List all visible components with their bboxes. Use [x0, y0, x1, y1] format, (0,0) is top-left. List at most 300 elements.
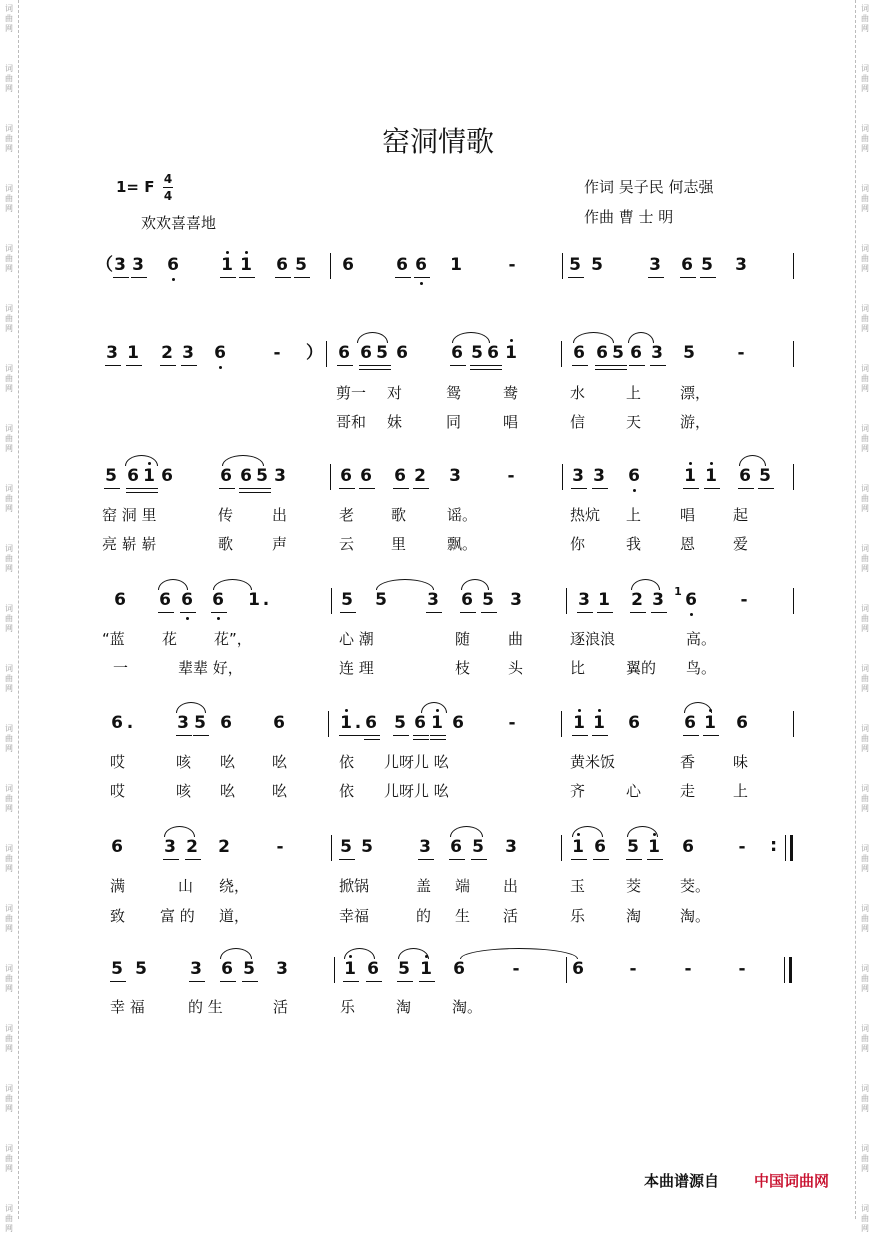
- lyric-syllable: 翼的: [626, 659, 657, 677]
- note: 5: [569, 255, 581, 275]
- underline: [189, 981, 205, 982]
- watermark-text: 词 曲 网: [861, 64, 869, 93]
- slur: [739, 455, 766, 466]
- underline: [647, 859, 663, 860]
- low-dot: [633, 489, 636, 492]
- underline: [571, 488, 587, 489]
- note: 6: [127, 466, 139, 486]
- barline: [331, 588, 332, 614]
- note: 3: [593, 466, 605, 486]
- high-dot: [578, 709, 581, 712]
- barline: [793, 253, 794, 279]
- lyric-line: [0, 504, 876, 526]
- lyric-syllable: 窑 洞 里: [102, 506, 157, 524]
- slur: [573, 332, 614, 343]
- lyric-syllable: 上: [733, 782, 749, 800]
- lyric-syllable: 端: [455, 877, 471, 895]
- lyric-syllable: 老: [339, 506, 355, 524]
- note: 6: [212, 590, 224, 610]
- lyric-syllable: 茭。: [680, 877, 711, 895]
- lyric-syllable: 热炕: [570, 506, 601, 524]
- barline: [784, 957, 785, 983]
- watermark-text: 词 曲 网: [5, 1144, 13, 1173]
- note: 6: [396, 255, 408, 275]
- note: 1: [684, 466, 696, 486]
- underline: [220, 981, 236, 982]
- staff-line: [0, 713, 876, 753]
- watermark-text: 词 曲 网: [861, 544, 869, 573]
- watermark-text: 词 曲 网: [5, 184, 13, 213]
- note: 6: [681, 255, 693, 275]
- underline: [419, 981, 435, 982]
- underline: [568, 277, 584, 278]
- slur: [461, 579, 489, 590]
- underline: [413, 735, 429, 736]
- note: 5: [376, 343, 388, 363]
- underline: [366, 981, 382, 982]
- underline: [359, 369, 375, 370]
- watermark-text: 词 曲 网: [5, 844, 13, 873]
- high-dot: [598, 709, 601, 712]
- underline: [142, 492, 158, 493]
- watermark-text: 词 曲 网: [861, 1204, 869, 1233]
- lyric-syllable: 随: [455, 630, 471, 648]
- key-signature: 1= F: [116, 178, 155, 196]
- staff-line: [0, 466, 876, 506]
- note: 3: [182, 343, 194, 363]
- watermark-text: 词 曲 网: [5, 244, 13, 273]
- lyric-syllable: 鸟。: [686, 659, 717, 677]
- note: 5: [398, 959, 410, 979]
- slur: [452, 332, 490, 343]
- lyric-syllable: 连 理: [339, 659, 374, 677]
- underline: [193, 735, 209, 736]
- note: 1: [593, 713, 605, 733]
- note: 5: [340, 837, 352, 857]
- lyric-syllable: 幸 福: [110, 998, 145, 1016]
- lyric-syllable: 信: [570, 413, 586, 431]
- lyric-line: [0, 533, 876, 555]
- slur: [222, 455, 264, 466]
- underline: [343, 981, 359, 982]
- lyric-syllable: 曲: [508, 630, 524, 648]
- note: 5: [683, 343, 695, 363]
- high-dot: [345, 709, 348, 712]
- low-dot: [219, 366, 222, 369]
- note: 6: [111, 837, 123, 857]
- note: 1: [248, 590, 260, 610]
- underline: [704, 488, 720, 489]
- barline: [330, 253, 331, 279]
- note: 1: [340, 713, 352, 733]
- lyric-syllable: 谣。: [447, 506, 478, 524]
- staff-line: [0, 343, 876, 383]
- lyric-syllable: 唱: [503, 413, 519, 431]
- underline: [595, 369, 611, 370]
- watermark-text: 词 曲 网: [861, 184, 869, 213]
- note: 6: [487, 343, 499, 363]
- barline: [334, 957, 335, 983]
- barline: [785, 835, 786, 861]
- underline: [470, 365, 486, 366]
- note: 1: [572, 837, 584, 857]
- lyric-syllable: 花”，: [214, 630, 252, 648]
- lyric-syllable: 声: [272, 535, 288, 553]
- underline: [105, 365, 121, 366]
- underline: [703, 735, 719, 736]
- underline: [592, 735, 608, 736]
- watermark-text: 词 曲 网: [5, 664, 13, 693]
- underline: [364, 735, 380, 736]
- dash-note: -: [740, 590, 748, 610]
- underline: [242, 981, 258, 982]
- underline: [359, 488, 375, 489]
- high-dot: [245, 251, 248, 254]
- lyric-syllable: 里: [391, 535, 407, 553]
- lyric-syllable: 上: [626, 506, 642, 524]
- note: 6: [453, 959, 465, 979]
- note: 5: [472, 837, 484, 857]
- slur: [421, 702, 447, 713]
- slur: [376, 579, 434, 590]
- note: 3: [505, 837, 517, 857]
- lyric-line: [0, 751, 876, 773]
- note: 3: [274, 466, 286, 486]
- note: 1: [431, 713, 443, 733]
- underline: [611, 365, 627, 366]
- lyric-syllable: 绕，: [219, 877, 250, 895]
- underline: [683, 735, 699, 736]
- underline: [650, 365, 666, 366]
- note: 6: [221, 959, 233, 979]
- lyric-syllable: 心 潮: [339, 630, 374, 648]
- note: 5: [627, 837, 639, 857]
- lyric-syllable: 我: [626, 535, 642, 553]
- lyric-syllable: 致: [110, 907, 126, 925]
- note: 6: [630, 343, 642, 363]
- paren: （: [96, 255, 113, 275]
- underline: [176, 735, 192, 736]
- underline: [339, 859, 355, 860]
- lyric-syllable: 活: [273, 998, 289, 1016]
- underline: [571, 859, 587, 860]
- lyric-syllable: 吆: [220, 753, 236, 771]
- underline: [577, 612, 593, 613]
- note: 5: [394, 713, 406, 733]
- lyric-syllable: 哎: [110, 782, 126, 800]
- high-dot: [226, 251, 229, 254]
- note: 6: [685, 590, 697, 610]
- slur: [158, 579, 188, 590]
- low-dot: [172, 278, 175, 281]
- underline: [239, 488, 255, 489]
- lyric-syllable: 吆: [220, 782, 236, 800]
- watermark-text: 词 曲 网: [5, 304, 13, 333]
- watermark-text: 词 曲 网: [5, 1024, 13, 1053]
- underline: [430, 735, 446, 736]
- barline: [561, 711, 562, 737]
- lyric-syllable: 的 生: [188, 998, 223, 1016]
- note: 6: [338, 343, 350, 363]
- watermark-text: 词 曲 网: [861, 604, 869, 633]
- staff-line: [0, 585, 876, 630]
- watermark-text: 词 曲 网: [5, 64, 13, 93]
- underline: [449, 859, 465, 860]
- watermark-text: 词 曲 网: [861, 724, 869, 753]
- repeat-sign: :: [770, 835, 778, 856]
- underline: [397, 981, 413, 982]
- watermark-text: 词 曲 网: [5, 724, 13, 753]
- slur: [176, 702, 206, 713]
- watermark-text: 词 曲 网: [5, 964, 13, 993]
- underline: [113, 277, 129, 278]
- note: 5: [612, 343, 624, 363]
- note: 6: [396, 343, 408, 363]
- note: 6: [573, 343, 585, 363]
- note: 2: [218, 837, 230, 857]
- dash-note: -: [508, 255, 516, 275]
- underline: [629, 365, 645, 366]
- note: 2: [186, 837, 198, 857]
- underline: [430, 739, 446, 740]
- underline: [393, 488, 409, 489]
- lyric-syllable: “蓝: [102, 630, 125, 648]
- underline: [110, 981, 126, 982]
- dash-note: -: [507, 466, 515, 486]
- underline: [364, 739, 380, 740]
- underline: [359, 365, 375, 366]
- note: 3: [651, 343, 663, 363]
- lyric-syllable: 花: [162, 630, 178, 648]
- lyric-syllable: 咳: [176, 753, 192, 771]
- note: 3: [649, 255, 661, 275]
- lyric-syllable: 歌: [391, 506, 407, 524]
- lyric-syllable: 漂，: [680, 384, 711, 402]
- underline: [275, 277, 291, 278]
- lyric-syllable: 枝: [455, 659, 471, 677]
- underline: [413, 488, 429, 489]
- lyric-syllable: 淘: [396, 998, 412, 1016]
- underline: [626, 859, 642, 860]
- note: 3: [177, 713, 189, 733]
- watermark-text: 词 曲 网: [5, 544, 13, 573]
- watermark-text: 词 曲 网: [5, 904, 13, 933]
- note: 6: [340, 466, 352, 486]
- note: 2: [161, 343, 173, 363]
- underline: [700, 277, 716, 278]
- watermark-text: 词 曲 网: [861, 364, 869, 393]
- lyric-syllable: 味: [733, 753, 749, 771]
- note: 6: [159, 590, 171, 610]
- note: 6: [596, 343, 608, 363]
- underline: [180, 612, 196, 613]
- underline: [486, 365, 502, 366]
- lyric-syllable: 淘。: [452, 998, 483, 1016]
- note: 5: [375, 590, 387, 610]
- note: 5: [135, 959, 147, 979]
- barline: [793, 341, 794, 367]
- watermark-text: 词 曲 网: [861, 964, 869, 993]
- underline: [220, 277, 236, 278]
- lyric-syllable: 活: [503, 907, 519, 925]
- underline: [219, 488, 235, 489]
- note: 5: [471, 343, 483, 363]
- lyric-syllable: 山: [178, 877, 194, 895]
- lyric-syllable: 淘。: [680, 907, 711, 925]
- lyric-syllable: 高。: [686, 630, 717, 648]
- watermark-text: 词 曲 网: [5, 484, 13, 513]
- lyric-syllable: 茭: [626, 877, 642, 895]
- underline: [126, 492, 142, 493]
- underline: [339, 488, 355, 489]
- lyric-syllable: 天: [626, 413, 642, 431]
- note: 5: [341, 590, 353, 610]
- lyric-syllable: 生: [455, 907, 471, 925]
- underline: [181, 365, 197, 366]
- lyric-syllable: 对: [387, 384, 403, 402]
- underline: [185, 859, 201, 860]
- note: 6: [342, 255, 354, 275]
- note: 1: [240, 255, 252, 275]
- high-dot: [510, 339, 513, 342]
- underline: [595, 365, 611, 366]
- note: 3: [190, 959, 202, 979]
- lyric-syllable: 富 的: [160, 907, 195, 925]
- note: 3: [652, 590, 664, 610]
- underline: [163, 859, 179, 860]
- note: 6: [594, 837, 606, 857]
- lyric-syllable: 爱: [733, 535, 749, 553]
- note: 6: [114, 590, 126, 610]
- low-dot: [217, 617, 220, 620]
- lyric-line: [0, 996, 876, 1018]
- slur: [572, 826, 603, 837]
- note: 6: [451, 343, 463, 363]
- note: 5: [194, 713, 206, 733]
- slur: [344, 948, 375, 959]
- note: 6: [214, 343, 226, 363]
- note: 6: [111, 713, 123, 733]
- lyric-syllable: 游，: [680, 413, 711, 431]
- lyric-syllable: 飘。: [447, 535, 478, 553]
- underline: [395, 277, 411, 278]
- underline: [142, 488, 158, 489]
- barline: [562, 464, 563, 490]
- lyric-line: [0, 905, 876, 927]
- underline: [158, 612, 174, 613]
- tempo-marking: 欢欢喜喜地: [141, 214, 217, 232]
- note: 5: [105, 466, 117, 486]
- underline: [572, 735, 588, 736]
- watermark-text: 词 曲 网: [5, 124, 13, 153]
- note: 6: [414, 713, 426, 733]
- dash-note: -: [508, 713, 516, 733]
- watermark-text: 词 曲 网: [861, 904, 869, 933]
- lyric-line: [0, 657, 876, 679]
- underline: [486, 369, 502, 370]
- underline: [738, 488, 754, 489]
- barline: [561, 341, 562, 367]
- lyric-syllable: 妹: [387, 413, 403, 431]
- note: 6: [220, 713, 232, 733]
- lyric-syllable: 亮 崭 崭: [102, 535, 157, 553]
- underline: [470, 369, 486, 370]
- watermark-text: 词 曲 网: [5, 784, 13, 813]
- underline: [418, 859, 434, 860]
- time-signature: [163, 172, 173, 203]
- lyric-syllable: 依: [339, 782, 355, 800]
- low-dot: [186, 617, 189, 620]
- note: 3: [132, 255, 144, 275]
- underline: [375, 369, 391, 370]
- note: .: [354, 713, 362, 733]
- watermark-text: 词 曲 网: [861, 1024, 869, 1053]
- lyric-syllable: 传: [218, 506, 234, 524]
- watermark-text: 词 曲 网: [5, 4, 13, 33]
- note: 6: [367, 959, 379, 979]
- watermark-text: 词 曲 网: [861, 664, 869, 693]
- barline: [326, 341, 327, 367]
- song-title: 窑洞情歌: [381, 125, 494, 158]
- note: 6: [684, 713, 696, 733]
- underline: [255, 492, 271, 493]
- underline: [597, 612, 613, 613]
- note: 5: [361, 837, 373, 857]
- lyric-syllable: 乐: [340, 998, 356, 1016]
- lyric-line: [0, 382, 876, 404]
- underline: [680, 277, 696, 278]
- note: 6: [220, 466, 232, 486]
- dash-note: -: [737, 343, 745, 363]
- lyric-syllable: 满: [110, 877, 126, 895]
- underline: [104, 488, 120, 489]
- slur: [460, 948, 578, 959]
- note: 5: [111, 959, 123, 979]
- dash-note: -: [273, 343, 281, 363]
- underline: [651, 612, 667, 613]
- dash-note: -: [738, 959, 746, 979]
- lyric-syllable: 黄米饭: [570, 753, 616, 771]
- dash-note: -: [684, 959, 692, 979]
- underline: [375, 365, 391, 366]
- note: 1: [704, 713, 716, 733]
- underline: [294, 277, 310, 278]
- underline: [460, 612, 476, 613]
- note: 6: [415, 255, 427, 275]
- lyric-syllable: 鸯: [503, 384, 519, 402]
- underline: [337, 365, 353, 366]
- note: .: [126, 713, 134, 733]
- underline: [160, 365, 176, 366]
- underline: [414, 277, 430, 278]
- dash-note: -: [512, 959, 520, 979]
- barline: [561, 835, 562, 861]
- note: 1: [505, 343, 517, 363]
- watermark-text: 词 曲 网: [5, 424, 13, 453]
- watermark-text: 词 曲 网: [861, 844, 869, 873]
- watermark-text: 词 曲 网: [5, 364, 13, 393]
- underline: [450, 365, 466, 366]
- barline: [790, 835, 793, 861]
- lyric-syllable: 同: [446, 413, 462, 431]
- note: 5: [482, 590, 494, 610]
- note: 1: [420, 959, 432, 979]
- note: 2: [414, 466, 426, 486]
- dash-note: -: [738, 837, 746, 857]
- note: 1: [143, 466, 155, 486]
- barline: [793, 464, 794, 490]
- staff-line: [0, 959, 876, 999]
